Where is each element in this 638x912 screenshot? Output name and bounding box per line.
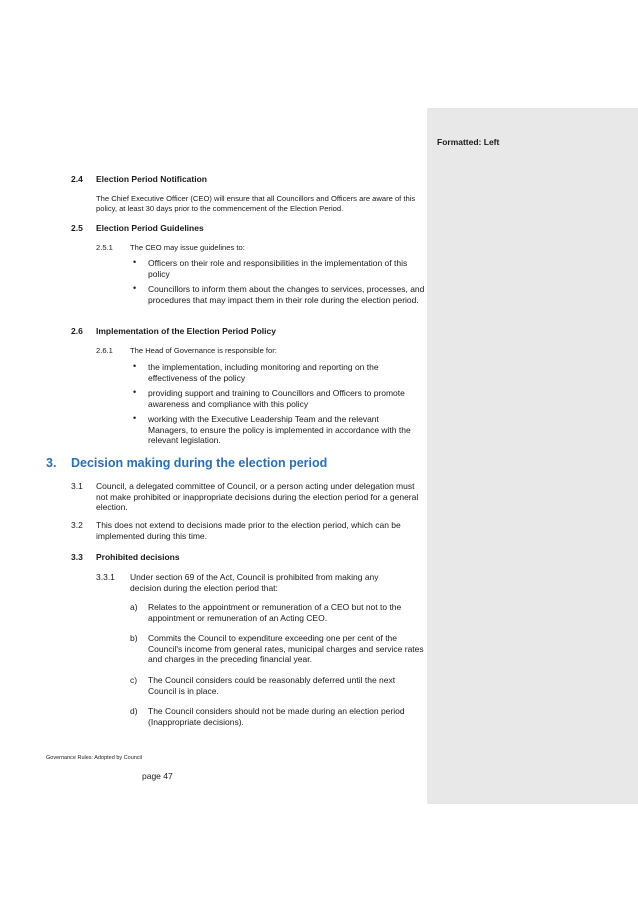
section-title: Election Period Notification — [96, 174, 207, 184]
footer-text: Governance Rules: Adopted by Council — [46, 755, 143, 761]
page-number: page 47 — [142, 771, 173, 781]
heading-number: 3. — [46, 456, 57, 470]
bullet-text: Councillors to inform them about the changes to services, processes, and procedures that may impact them in their role during the election period. — [148, 284, 425, 305]
list-marker: a) — [130, 602, 138, 612]
formatting-comment[interactable]: Formatted: Left — [437, 137, 500, 147]
section-number: 2.5 — [71, 223, 83, 233]
bullet-text: Officers on their role and responsibilities in the implementation of this policy — [148, 258, 408, 279]
list-item-text: Commits the Council to expenditure exceeding one per cent of the Council's income from general rates, municipal charges and service rates and charges in the preceding financial year. — [148, 633, 424, 664]
list-item-text: The Council considers should not be made during an election period (Inappropriate decisions). — [148, 706, 405, 727]
list-marker: c) — [130, 675, 138, 685]
subsection-number: 2.6.1 — [96, 346, 113, 355]
bullet-icon: • — [133, 387, 137, 397]
subsection-text: The Head of Governance is responsible for: — [130, 346, 277, 355]
bullet-icon: • — [133, 361, 137, 371]
comment-margin-pane — [427, 108, 638, 804]
clause-text: This does not extend to decisions made prior to the election period, which can be implemented during this time. — [96, 520, 401, 541]
bullet-text: working with the Executive Leadership Team and the relevant Managers, to ensure the policy is implemented in accordance with the relevant legislation. — [148, 414, 411, 445]
clause-text: Council, a delegated committee of Council, or a person acting under delegation must not make prohibited or inappropriate decisions during the election period for a general election. — [96, 481, 419, 512]
section-title: Prohibited decisions — [96, 552, 180, 562]
subsection-text: Under section 69 of the Act, Council is prohibited from making any decision during the election period that: — [130, 572, 379, 593]
subsection-number: 3.3.1 — [96, 572, 115, 582]
clause-number: 3.1 — [71, 481, 83, 491]
section-number: 2.6 — [71, 326, 83, 336]
section-title: Implementation of the Election Period Policy — [96, 326, 276, 336]
heading-title: Decision making during the election period — [71, 456, 328, 470]
subsection-text: The CEO may issue guidelines to: — [130, 243, 245, 252]
list-item-text: The Council considers could be reasonably deferred until the next Council is in place. — [148, 675, 396, 696]
bullet-text: providing support and training to Councillors and Officers to promote awareness and compliance with this policy — [148, 388, 405, 409]
clause-number: 3.2 — [71, 520, 83, 530]
bullet-text: the implementation, including monitoring and reporting on the effectiveness of the policy — [148, 362, 379, 383]
subsection-number: 2.5.1 — [96, 243, 113, 252]
list-item-text: Relates to the appointment or remuneration of a CEO but not to the appointment or remuneration of an Acting CEO. — [148, 602, 402, 623]
section-title: Election Period Guidelines — [96, 223, 204, 233]
section-number: 2.4 — [71, 174, 83, 184]
bullet-icon: • — [133, 283, 137, 293]
section-body: The Chief Executive Officer (CEO) will ensure that all Councillors and Officers are aware of this policy, at least 30 days prior to the commencement of the Election Period. — [96, 194, 416, 213]
section-number: 3.3 — [71, 552, 83, 562]
bullet-icon: • — [133, 413, 137, 423]
list-marker: b) — [130, 633, 138, 643]
list-marker: d) — [130, 706, 138, 716]
bullet-icon: • — [133, 257, 137, 267]
